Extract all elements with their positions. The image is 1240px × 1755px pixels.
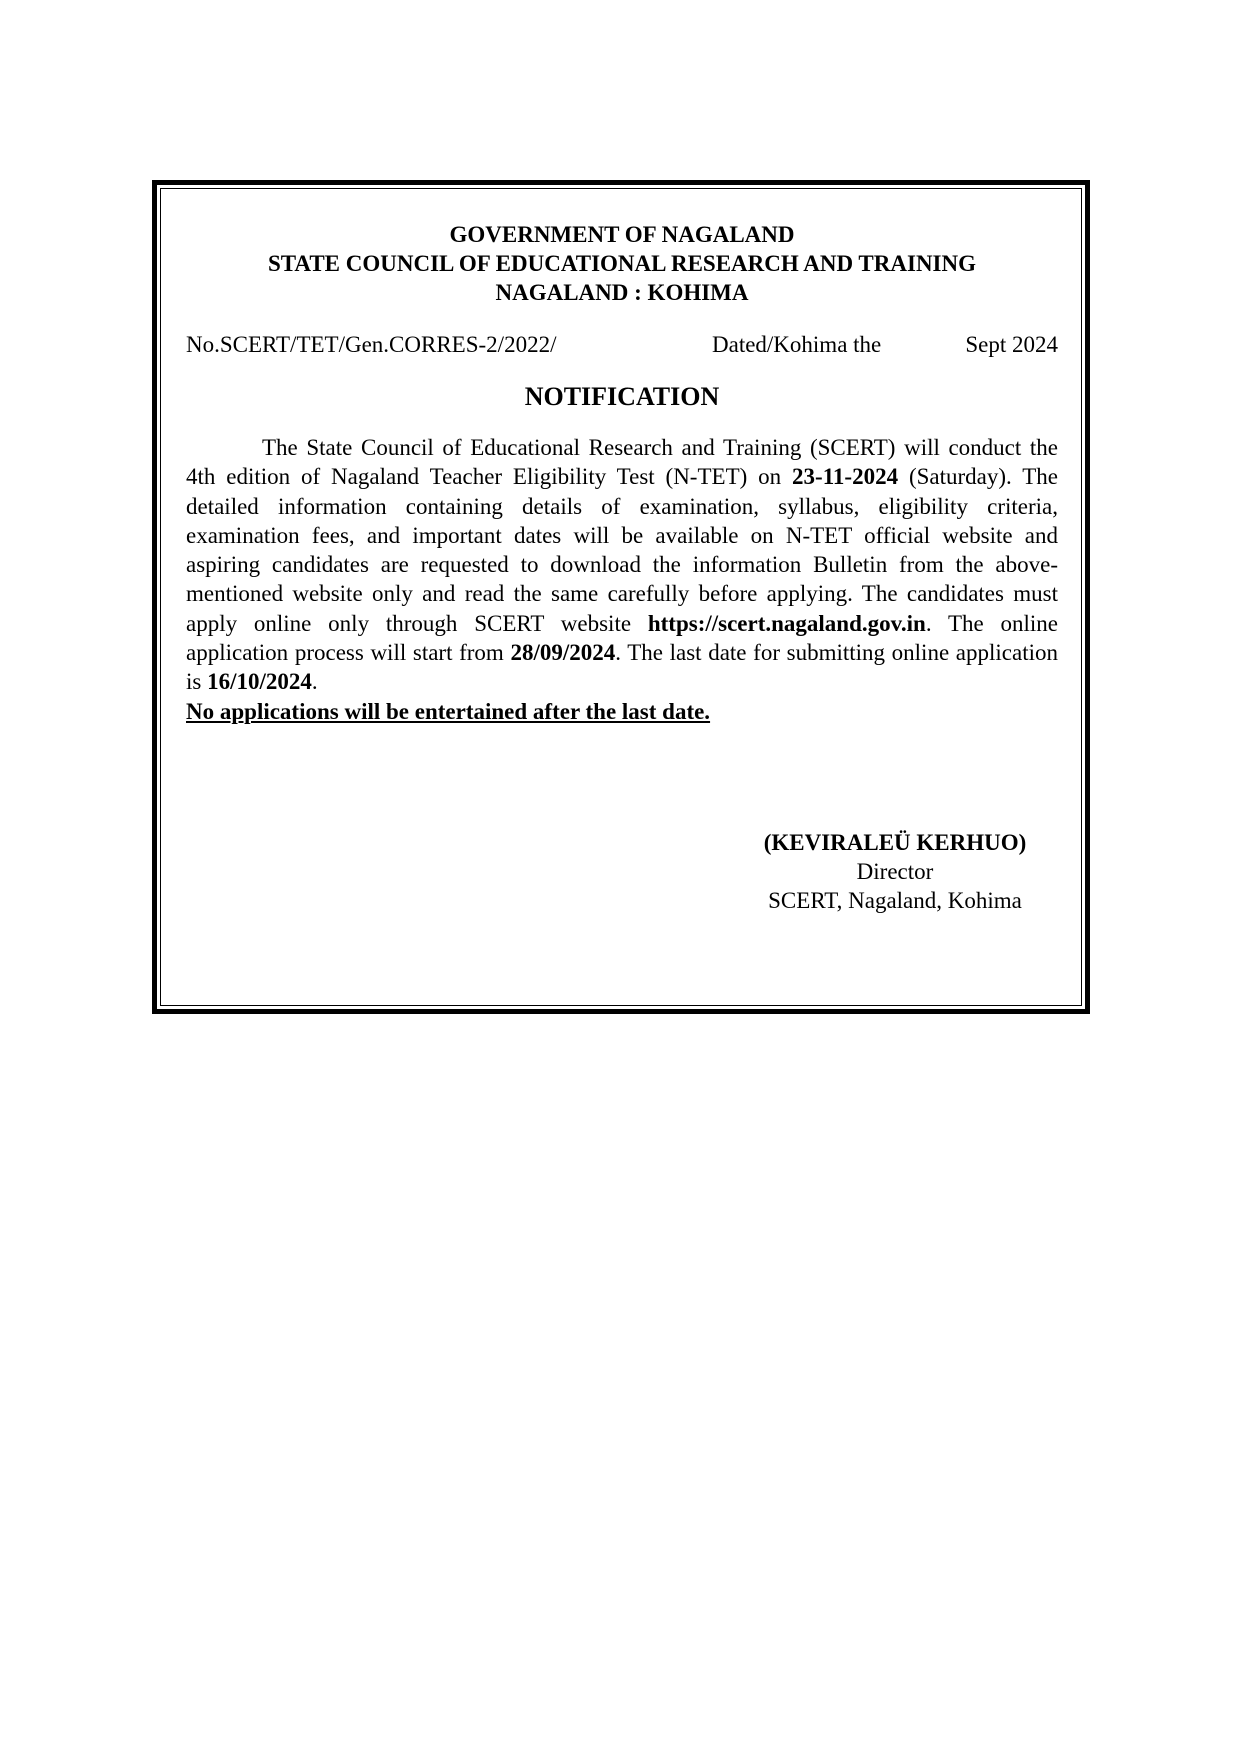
application-start-date: 28/09/2024 <box>510 640 616 666</box>
website-link[interactable]: https://scert.nagaland.gov.in <box>647 610 926 636</box>
letterhead <box>186 220 1058 307</box>
reference-line <box>186 330 1058 359</box>
body-text-part2: (Saturday). The detailed information containing details of examination, syllabus, eligibility criteria, examination fees, and important dates will be available on N-TET official website and aspiring candidates are requested to download the information Bulletin from the above-mentioned website only and read the same carefully before applying. The candidates must apply online only through SCERT website <box>186 464 1059 636</box>
exam-date: 23-11-2024 <box>792 464 899 490</box>
body-text-part4: . The last date for submitting online application is <box>186 640 1058 695</box>
letterhead-council: STATE COUNCIL OF EDUCATIONAL RESEARCH AND TRAINING <box>267 251 976 276</box>
notification-content <box>186 220 1058 726</box>
issue-date: Sept 2024 <box>965 332 1058 357</box>
body-text-part3: . The online application process will start from <box>186 610 1058 666</box>
signatory-designation: Director <box>856 859 934 884</box>
deadline-warning: No applications will be entertained after the last date. <box>186 698 711 724</box>
body-text-part1: The State Council of Educational Research and Training (SCERT) will conduct the 4th edition of Nagaland Teacher Eligibility Test (N-TET) on <box>186 435 1058 490</box>
signature-block <box>745 828 1045 915</box>
body-text-part5: . <box>311 669 318 695</box>
letterhead-location: NAGALAND : KOHIMA <box>495 280 749 305</box>
notification-title: NOTIFICATION <box>524 382 720 411</box>
signatory-name: (KEVIRALEÜ KERHUO) <box>763 830 1027 855</box>
application-last-date: 16/10/2024 <box>207 669 312 695</box>
notification-body <box>186 433 1058 697</box>
dated-label: Dated/Kohima the <box>712 332 882 357</box>
signatory-office: SCERT, Nagaland, Kohima <box>768 888 1022 913</box>
reference-number: No.SCERT/TET/Gen.CORRES-2/2022/ <box>186 332 557 357</box>
letterhead-government: GOVERNMENT OF NAGALAND <box>449 222 795 247</box>
